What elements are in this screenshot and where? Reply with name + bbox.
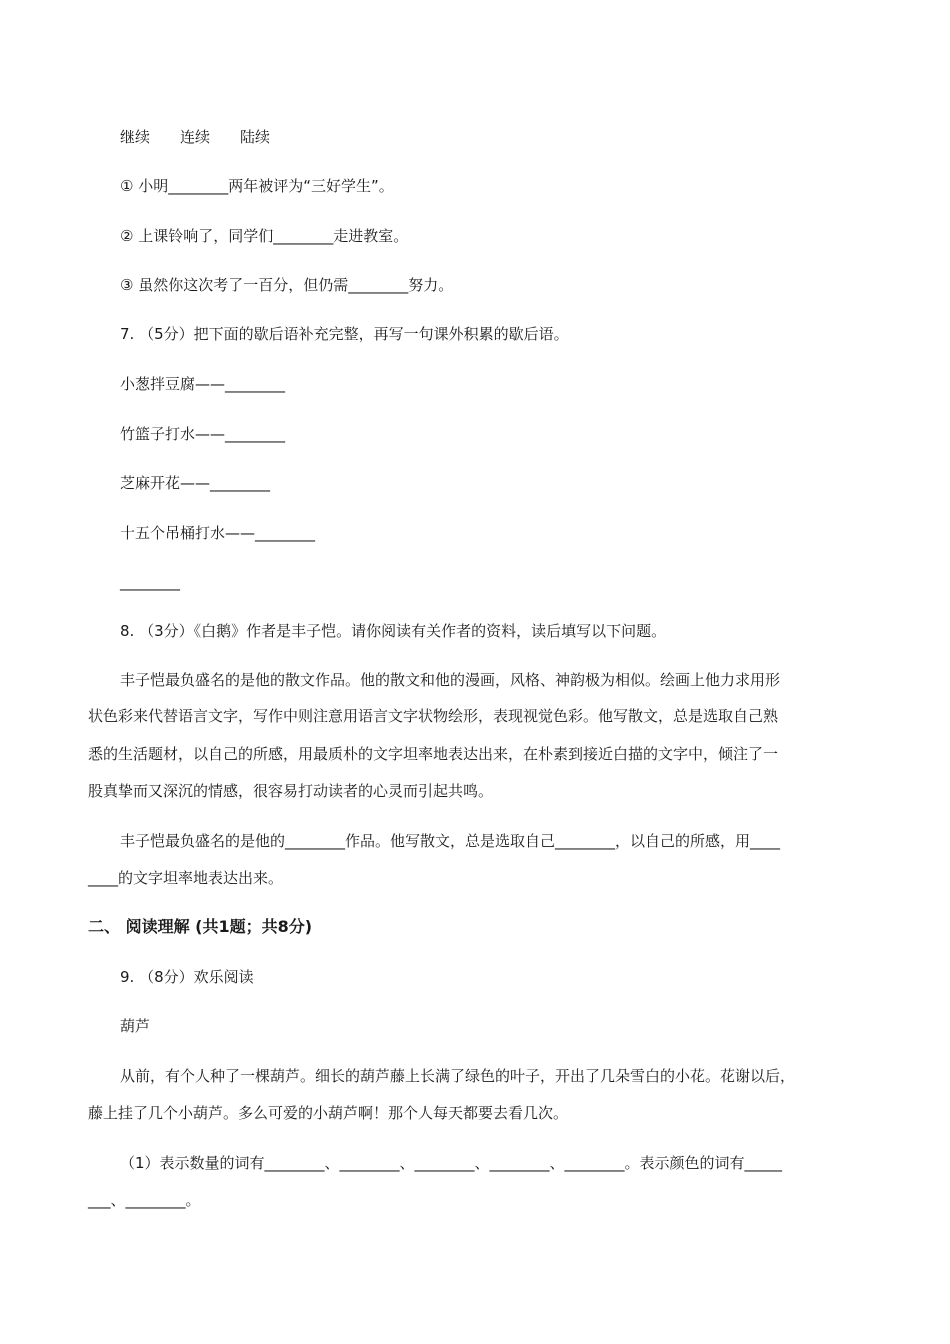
q7-item-4: 十五个吊桶打水——________ xyxy=(120,524,316,542)
q8-fill-line-2: ____的文字坦率地表达出来。 xyxy=(88,869,284,887)
question-9: 9. （8分）欢乐阅读 xyxy=(120,968,254,986)
passage-line-4: 股真挚而又深沉的情感，很容易打动读者的心灵而引起共鸣。 xyxy=(88,782,494,800)
reading-line-2: 藤上挂了几个小葫芦。多么可爱的小葫芦啊！那个人每天都要去看几次。 xyxy=(88,1104,569,1122)
q6-item-3: ③ 虽然你这次考了一百分，但仍需________努力。 xyxy=(120,276,454,294)
q7-item-3: 芝麻开花——________ xyxy=(120,474,271,492)
word-choices: 继续 连续 陆续 xyxy=(120,128,271,146)
q8-fill-line-1: 丰子恺最负盛名的是他的________作品。他写散文，总是选取自己________，以自己的所感，用____ xyxy=(120,832,781,850)
q7-blank: ________ xyxy=(120,573,180,591)
q9-sub-1-line-2: ___、________。 xyxy=(88,1191,201,1209)
q7-item-2: 竹篮子打水——________ xyxy=(120,425,286,443)
passage-line-3: 悉的生活题材，以自己的所感，用最质朴的文字坦率地表达出来，在朴素到接近白描的文字中，倾注了一 xyxy=(88,745,779,763)
reading-line-1: 从前，有个人种了一棵葫芦。细长的葫芦藤上长满了绿色的叶子，开出了几朵雪白的小花。花谢以后， xyxy=(120,1067,796,1085)
passage-line-2: 状色彩来代替语言文字，写作中则注意用语言文字状物绘形，表现视觉色彩。他写散文，总是选取自己熟 xyxy=(88,707,779,725)
q6-item-1: ① 小明________两年被评为“三好学生”。 xyxy=(120,177,394,195)
q9-sub-1-line-1: （1）表示数量的词有________、________、________、________、________。表示颜色的词有_____ xyxy=(120,1154,783,1172)
question-8: 8. （3分）《白鹅》作者是丰子恺。请你阅读有关作者的资料，读后填写以下问题。 xyxy=(120,622,667,640)
passage-line-1: 丰子恺最负盛名的是他的散文作品。他的散文和他的漫画，风格、神韵极为相似。绘画上他力求用形 xyxy=(120,671,781,689)
section-title: 二、 阅读理解 (共1题；共8分) xyxy=(88,917,313,936)
q6-item-2: ② 上课铃响了，同学们________走进教室。 xyxy=(120,227,409,245)
question-7: 7. （5分）把下面的歇后语补充完整，再写一句课外积累的歇后语。 xyxy=(120,325,569,343)
reading-title: 葫芦 xyxy=(120,1017,151,1035)
q7-item-1: 小葱拌豆腐——________ xyxy=(120,375,286,393)
